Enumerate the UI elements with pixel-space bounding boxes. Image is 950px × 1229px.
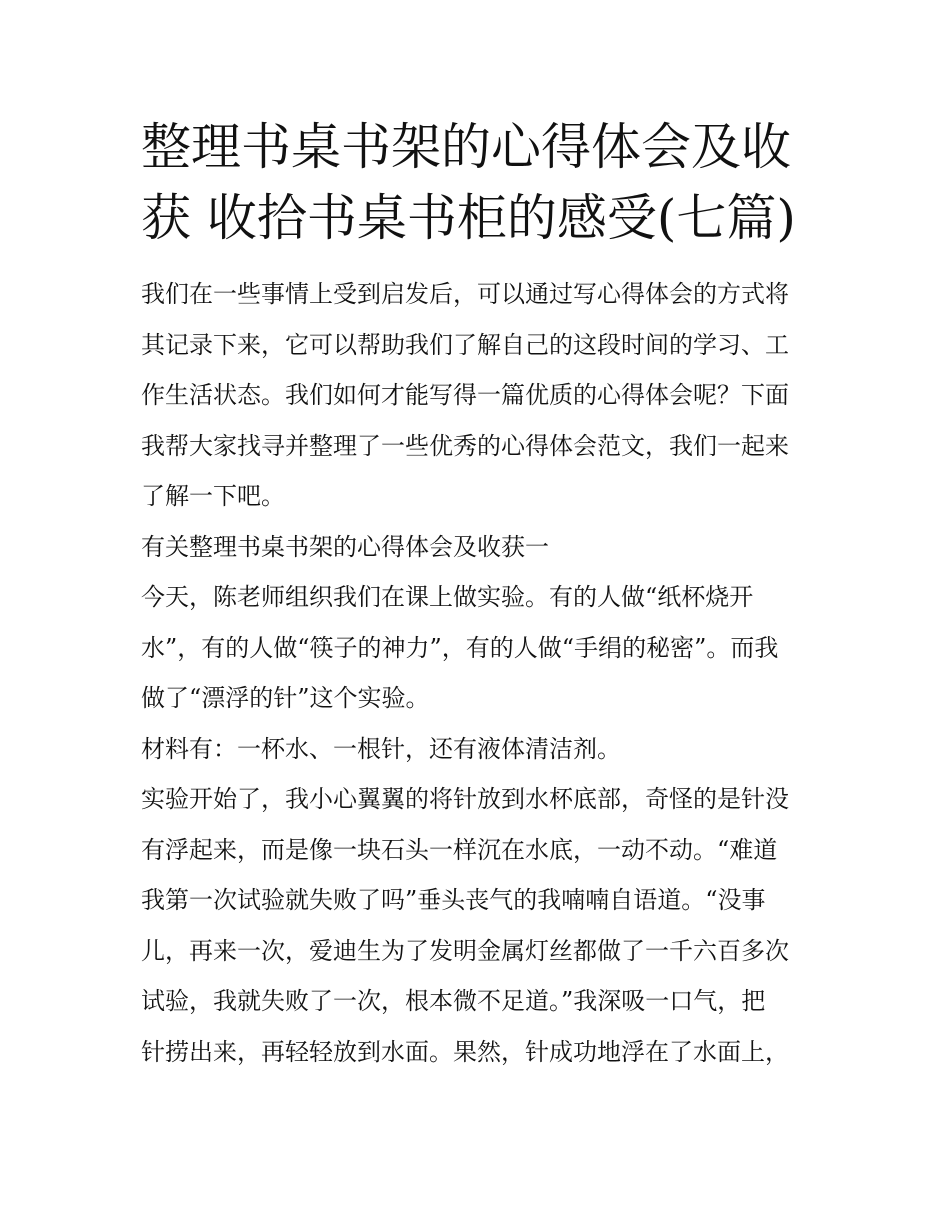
- body-line: 我们在一些事情上受到启发后，可以通过写心得体会的方式将: [141, 280, 789, 308]
- document-title: [141, 112, 813, 254]
- document-content: [141, 112, 813, 1077]
- body-line: 试验，我就失败了一次，根本微不足道。”我深吸一口气，把: [141, 987, 766, 1015]
- body-line: 做了“漂浮的针”这个实验。: [141, 684, 430, 712]
- body-line: 儿，再来一次，爱迪生为了发明金属灯丝都做了一千六百多次: [141, 936, 789, 965]
- body-line: 今天，陈老师组织我们在课上做实验。有的人做“纸杯烧开: [141, 583, 754, 611]
- body-line: 水”，有的人做“筷子的神力”，有的人做“手绢的秘密”。而我: [141, 633, 779, 662]
- body-line: 我帮大家找寻并整理了一些优秀的心得体会范文，我们一起来: [141, 431, 789, 460]
- body-line: 其记录下来，它可以帮助我们了解自己的这段时间的学习、工: [141, 330, 789, 359]
- body-line: 作生活状态。我们如何才能写得一篇优质的心得体会呢？下面: [141, 381, 789, 409]
- body-line: 我第一次试验就失败了吗”垂头丧气的我喃喃自语道。“没事: [141, 886, 766, 914]
- body-line: 材料有：一杯水、一根针，还有液体清洁剂。: [141, 734, 621, 763]
- title-line: 获 收拾书桌书柜的感受(七篇): [141, 189, 796, 247]
- document-body: [141, 269, 813, 1077]
- body-line: 实验开始了，我小心翼翼的将针放到水杯底部，奇怪的是针没: [141, 785, 789, 813]
- body-line: 了解一下吧。: [141, 482, 285, 510]
- section-heading: 有关整理书桌书架的心得体会及收获一: [141, 532, 549, 561]
- body-line: 有浮起来，而是像一块石头一样沉在水底，一动不动。“难道: [141, 835, 778, 864]
- body-line: 针捞出来，再轻轻放到水面。果然，针成功地浮在了水面上，: [141, 1037, 789, 1066]
- title-line: 整理书桌书架的心得体会及收: [141, 118, 791, 176]
